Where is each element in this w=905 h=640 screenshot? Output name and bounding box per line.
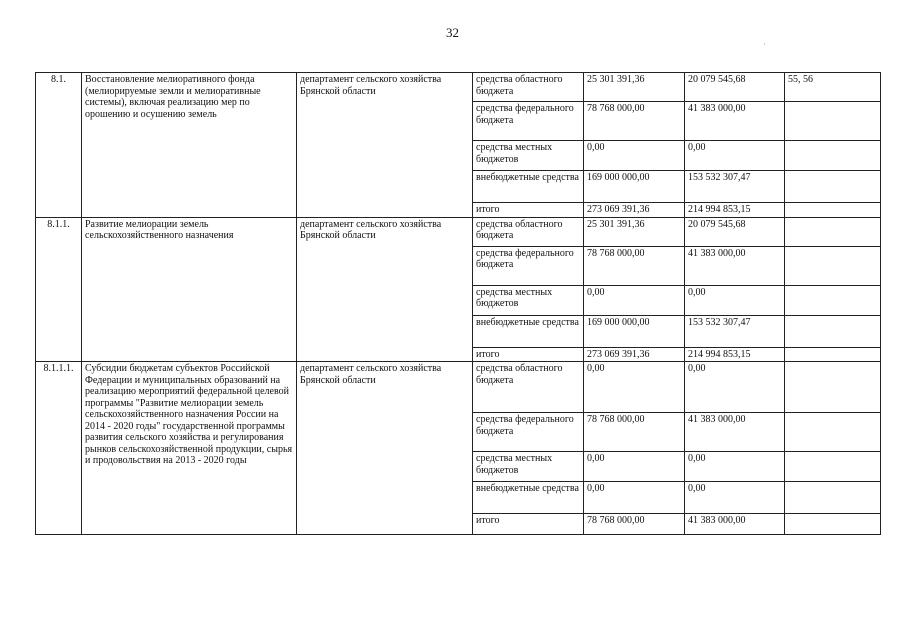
amount-cell: 169 000 000,00 [584,171,685,203]
item-name: Субсидии бюджетам субъектов Российской Федерации и муниципальных образований на реализацию мероприятий федеральной целевой программы "Развитие мелиорации земель сельскохозяйственного назначения России на 2014 - 2020 годы" государственной программы развития сельского хозяйства и регулирования рынков сельскохозяйственной продукции, сырья и продовольствия на 2013 - 2020 годы [82,362,297,535]
amount-cell: 0,00 [685,482,785,514]
amount-cell: 0,00 [584,482,685,514]
amount-cell: 273 069 391,36 [584,347,685,362]
item-executor: департамент сельского хозяйства Брянской области [297,217,473,362]
amount-cell: 20 079 545,68 [685,73,785,102]
indicator-cell: 55, 56 [785,73,881,102]
table-row [36,362,881,413]
amount-cell: 0,00 [685,285,785,315]
amount-cell: 0,00 [584,452,685,482]
amount-cell: 41 383 000,00 [685,413,785,452]
amount-cell: 78 768 000,00 [584,102,685,141]
amount-cell: 0,00 [584,362,685,413]
indicator-cell [785,315,881,347]
amount-cell: 0,00 [584,285,685,315]
funding-source: средства местных бюджетов [473,285,584,315]
funding-source: внебюджетные средства [473,315,584,347]
funding-source: итого [473,203,584,218]
indicator-cell [785,217,881,246]
funding-source: средства областного бюджета [473,362,584,413]
item-code: 8.1. [36,73,82,218]
amount-cell: 0,00 [584,141,685,171]
indicator-cell [785,347,881,362]
indicator-cell [785,285,881,315]
funding-source: средства местных бюджетов [473,141,584,171]
amount-cell: 78 768 000,00 [584,514,685,535]
funding-source: итого [473,514,584,535]
indicator-cell [785,413,881,452]
funding-source: средства областного бюджета [473,217,584,246]
indicator-cell [785,452,881,482]
funding-source: средства федерального бюджета [473,246,584,285]
indicator-cell [785,246,881,285]
item-code: 8.1.1.1. [36,362,82,535]
amount-cell: 214 994 853,15 [685,203,785,218]
amount-cell: 0,00 [685,141,785,171]
amount-cell: 0,00 [685,362,785,413]
funding-source: средства федерального бюджета [473,413,584,452]
indicator-cell [785,362,881,413]
budget-table [35,72,881,535]
funding-source: итого [473,347,584,362]
amount-cell: 25 301 391,36 [584,217,685,246]
indicator-cell [785,514,881,535]
amount-cell: 41 383 000,00 [685,246,785,285]
funding-source: средства областного бюджета [473,73,584,102]
corner-mark: · [763,40,766,49]
amount-cell: 273 069 391,36 [584,203,685,218]
amount-cell: 20 079 545,68 [685,217,785,246]
funding-source: внебюджетные средства [473,482,584,514]
amount-cell: 0,00 [685,452,785,482]
indicator-cell [785,171,881,203]
table-row [36,73,881,102]
amount-cell: 153 532 307,47 [685,315,785,347]
indicator-cell [785,141,881,171]
table-row [36,217,881,246]
item-name: Восстановление мелиоративного фонда (мелиорируемые земли и мелиоративные системы), включая реализацию мер по орошению и осушению земель [82,73,297,218]
amount-cell: 214 994 853,15 [685,347,785,362]
funding-source: средства местных бюджетов [473,452,584,482]
item-name: Развитие мелиорации земель сельскохозяйственного назначения [82,217,297,362]
indicator-cell [785,203,881,218]
amount-cell: 78 768 000,00 [584,246,685,285]
item-code: 8.1.1. [36,217,82,362]
indicator-cell [785,482,881,514]
amount-cell: 41 383 000,00 [685,514,785,535]
page-number: 32 [446,25,459,40]
amount-cell: 153 532 307,47 [685,171,785,203]
indicator-cell [785,102,881,141]
item-executor: департамент сельского хозяйства Брянской области [297,362,473,535]
amount-cell: 25 301 391,36 [584,73,685,102]
amount-cell: 78 768 000,00 [584,413,685,452]
amount-cell: 41 383 000,00 [685,102,785,141]
item-executor: департамент сельского хозяйства Брянской области [297,73,473,218]
funding-source: средства федерального бюджета [473,102,584,141]
amount-cell: 169 000 000,00 [584,315,685,347]
funding-source: внебюджетные средства [473,171,584,203]
